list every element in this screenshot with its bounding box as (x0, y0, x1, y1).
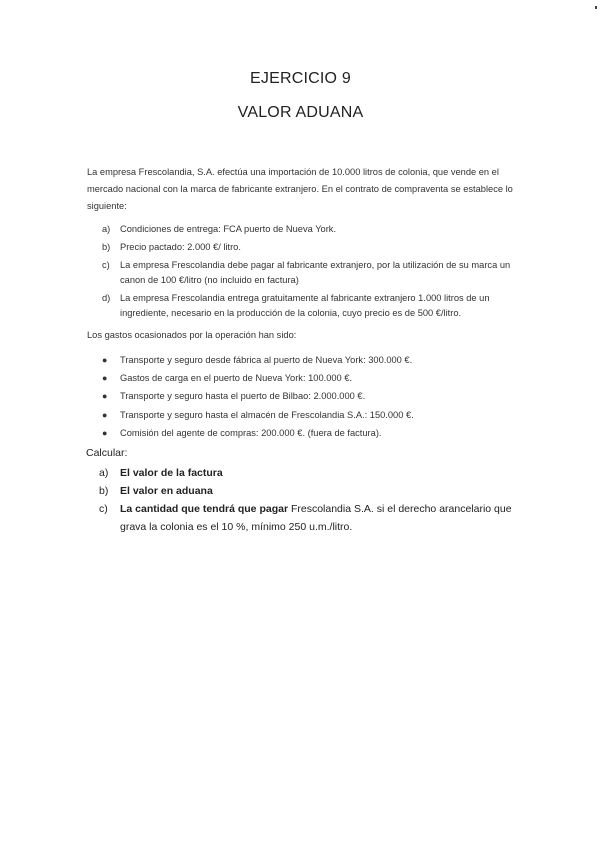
clause-item (102, 222, 522, 237)
bullet-icon: ● (102, 391, 108, 402)
clause-text: Precio pactado: 2.000 €/ litro. (120, 242, 241, 252)
clause-item (102, 291, 522, 321)
clause-marker: b) (102, 242, 111, 252)
expense-text: Transporte y seguro hasta el almacén de Frescolandia S.A.: 150.000 €. (120, 409, 414, 420)
exercise-title: EJERCICIO 9 (250, 70, 351, 87)
expenses-intro: Los gastos ocasionados por la operación han sido: (87, 330, 297, 340)
expense-item (102, 426, 522, 441)
task-item (99, 464, 529, 482)
clause-text: La empresa Frescolandia debe pagar al fabricante extranjero, por la utilización de su marca un canon de 100 €/litro (no incluido en factura) (120, 260, 511, 285)
task-item (99, 500, 529, 536)
clause-marker: d) (102, 293, 111, 303)
scan-mark (595, 6, 597, 9)
expense-text: Transporte y seguro hasta el puerto de Bilbao: 2.000.000 €. (120, 391, 366, 402)
bullet-icon: ● (102, 373, 108, 384)
expense-text: Comisión del agente de compras: 200.000 €. (fuera de factura). (120, 427, 382, 438)
clause-marker: c) (102, 260, 110, 270)
bullet-icon: ● (102, 355, 108, 365)
task-bold-text: La cantidad que tendrá que pagar (120, 503, 289, 515)
expense-item (102, 408, 522, 423)
calcular-heading: Calcular: (86, 447, 128, 459)
contract-clauses-list (102, 222, 522, 324)
bullet-icon: ● (102, 409, 108, 420)
expense-item (102, 371, 522, 386)
expenses-list (102, 353, 522, 444)
clause-item (102, 240, 522, 255)
task-item (99, 482, 529, 500)
task-text: El valor de la factura (120, 467, 223, 479)
task-marker: b) (99, 485, 109, 497)
clause-text: La empresa Frescolandia entrega gratuitamente al fabricante extranjero 1.000 litros de un ingrediente, necesario en la producción de la colonia, cuyo precio es de 500 €/litro. (120, 293, 490, 318)
expense-item (102, 389, 522, 404)
task-text: El valor en aduana (120, 485, 213, 497)
exercise-subtitle: VALOR ADUANA (237, 104, 364, 121)
calcular-list (99, 464, 529, 536)
clause-item (102, 258, 522, 288)
clause-text: Condiciones de entrega: FCA puerto de Nueva York. (120, 224, 337, 234)
clause-marker: a) (102, 224, 111, 234)
bullet-icon: ● (102, 427, 108, 438)
task-marker: c) (99, 503, 108, 515)
expense-text: Gastos de carga en el puerto de Nueva York: 100.000 €. (120, 373, 353, 384)
expense-text: Transporte y seguro desde fábrica al puerto de Nueva York: 300.000 €. (120, 355, 413, 365)
task-text: Frescolandia S.A. si el derecho arancelario que grava la colonia es el 10 %, mínimo 250 u.m./litro. (120, 503, 512, 533)
intro-paragraph: La empresa Frescolandia, S.A. efectúa una importación de 10.000 litros de colonia, que vende en el mercado nacional con la marca de fabricante extranjero. En el contrato de compraventa se establece lo siguiente: (87, 167, 513, 211)
expense-item (102, 353, 522, 368)
task-marker: a) (99, 467, 109, 479)
